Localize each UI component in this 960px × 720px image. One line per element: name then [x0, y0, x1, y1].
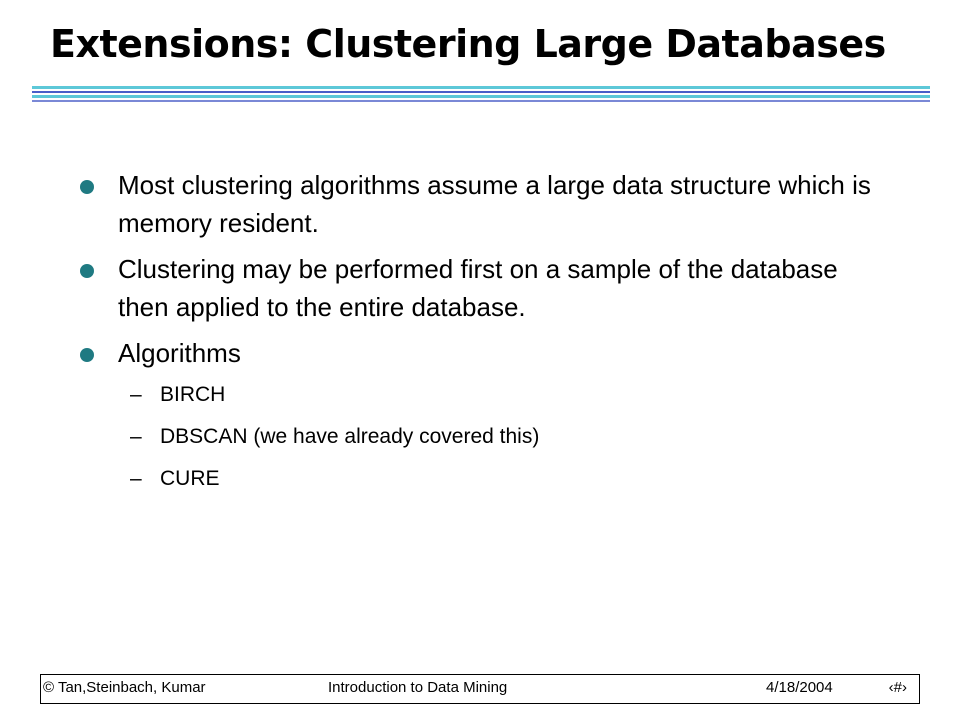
bullet-text: Algorithms: [118, 338, 241, 368]
footer-date: 4/18/2004: [766, 679, 833, 696]
slide-body: [78, 166, 878, 506]
bullet-item: [78, 166, 878, 242]
footer-course: Introduction to Data Mining: [328, 679, 508, 696]
sub-item-text: DBSCAN (we have already covered this): [160, 425, 540, 448]
rule-line: [32, 91, 930, 93]
dash-icon: –: [130, 425, 142, 448]
rule-line: [32, 95, 930, 98]
bullet-text: Clustering may be performed first on a sample of the database then applied to the entire database.: [118, 254, 838, 322]
bullet-dot-icon: [80, 264, 94, 278]
slide-title: Extensions: Clustering Large Databases: [50, 22, 886, 66]
bullet-dot-icon: [80, 180, 94, 194]
footer-copyright: © Tan,Steinbach, Kumar: [43, 679, 206, 696]
sub-item-text: BIRCH: [160, 383, 226, 406]
sub-item: [78, 422, 878, 452]
footer-page-number: ‹#›: [888, 679, 907, 696]
slide-footer: [40, 674, 920, 704]
title-underline-rules: [32, 86, 930, 104]
sub-item: [78, 380, 878, 410]
sub-item: [78, 464, 878, 494]
bullet-dot-icon: [80, 348, 94, 362]
dash-icon: –: [130, 383, 142, 406]
bullet-item: [78, 250, 878, 326]
dash-icon: –: [130, 467, 142, 490]
rule-line: [32, 86, 930, 89]
sub-item-text: CURE: [160, 467, 220, 490]
bullet-item: [78, 334, 878, 372]
rule-line: [32, 100, 930, 102]
bullet-text: Most clustering algorithms assume a large data structure which is memory resident.: [118, 170, 871, 238]
